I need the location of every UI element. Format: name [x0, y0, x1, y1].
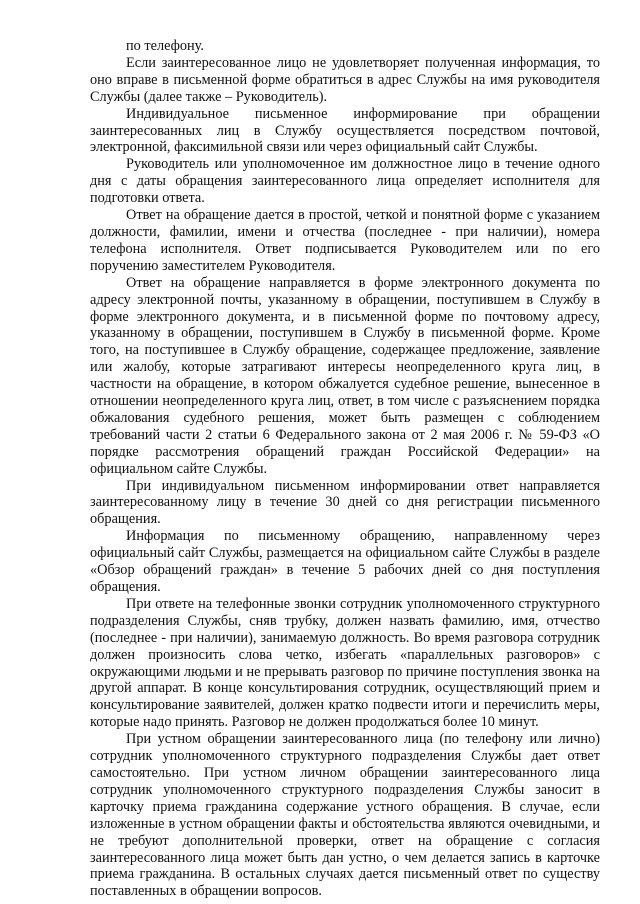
paragraph-executor-assignment: Руководитель или уполномоченное им должностное лицо в течение одного дня с даты обращения заинтересованного лица определяет исполнителя для подготовки ответа.: [90, 156, 600, 207]
paragraph-phone-calls: При ответе на телефонные звонки сотрудник уполномоченного структурного подразделения Службы, сняв трубку, должен назвать фамилию, имя, отчество (последнее - при наличии), занимаемую должность. Во время разговора сотрудник должен произносить слова четко, избегать «параллельных разговоров» с окружающими людьми и не прерывать разговор по причине поступления звонка на другой аппарат. В конце консультирования сотрудник, осуществляющий прием и консультирование заявителей, должен кратко подвести итоги и перечислить меры, которые надо принять. Разговор не должен продолжаться более 10 минут.: [90, 595, 600, 731]
paragraph-website-publication: Информация по письменному обращению, направленному через официальный сайт Службы, размещается на официальном сайте Службы в разделе «Обзор обращений граждан» в течение 5 рабочих дней со дня поступления обращения.: [90, 528, 600, 595]
document-page: [90, 38, 600, 900]
paragraph-written-appeal-right: Если заинтересованное лицо не удовлетворяет полученная информация, то оно вправе в письменной форме обратиться в адрес Службы на имя руководителя Службы (далее также – Руководитель).: [90, 54, 600, 105]
paragraph-oral-appeal: При устном обращении заинтересованного лица (по телефону или лично) сотрудник уполномоченного структурного подразделения Службы дает ответ самостоятельно. При устном личном обращении заинтересованного лица сотрудник уполномоченного структурного подразделения Службы заносит в карточку приема гражданина содержание устного обращения. В случае, если изложенные в устном обращении факты и обстоятельства являются очевидными, и не требуют дополнительной проверки, ответ на обращение с согласия заинтересованного лица может быть дан устно, о чем делается запись в карточке приема гражданина. В остальных случаях дается письменный ответ по существу поставленных в обращении вопросов.: [90, 731, 600, 900]
paragraph-answer-delivery: Ответ на обращение направляется в форме электронного документа по адресу электронной почты, указанному в обращении, поступившем в Службу в форме электронного документа, и в письменной форме по почтовому адресу, указанному в обращении, поступившем в Службу в письменной форме. Кроме того, на поступившее в Службу обращение, содержащее предложение, заявление или жалобу, которые затрагивают интересы неопределенного круга лиц, в частности на обращение, в котором обжалуется судебное решение, вынесенное в отношении неопределенного круга лиц, ответ, в том числе с разъяснением порядка обжалования судебного решения, может быть размещен с соблюдением требований части 2 статьи 6 Федерального закона от 2 мая 2006 г. № 59-ФЗ «О порядке рассмотрения обращений граждан Российской Федерации» на официальном сайте Службы.: [90, 274, 600, 477]
paragraph-phone-continuation: по телефону.: [126, 38, 204, 54]
paragraph-individual-written-informing: Индивидуальное письменное информирование при обращении заинтересованных лиц в Службу осуществляется посредством почтовой, электронной, факсимильной связи или через официальный сайт Службы.: [90, 105, 600, 156]
paragraph-answer-deadline: При индивидуальном письменном информировании ответ направляется заинтересованному лицу в течение 30 дней со дня регистрации письменного обращения.: [90, 477, 600, 528]
paragraph-answer-form: Ответ на обращение дается в простой, четкой и понятной форме с указанием должности, фамилии, имени и отчества (последнее - при наличии), номера телефона исполнителя. Ответ подписывается Руководителем или по его поручению заместителем Руководителя.: [90, 207, 600, 274]
